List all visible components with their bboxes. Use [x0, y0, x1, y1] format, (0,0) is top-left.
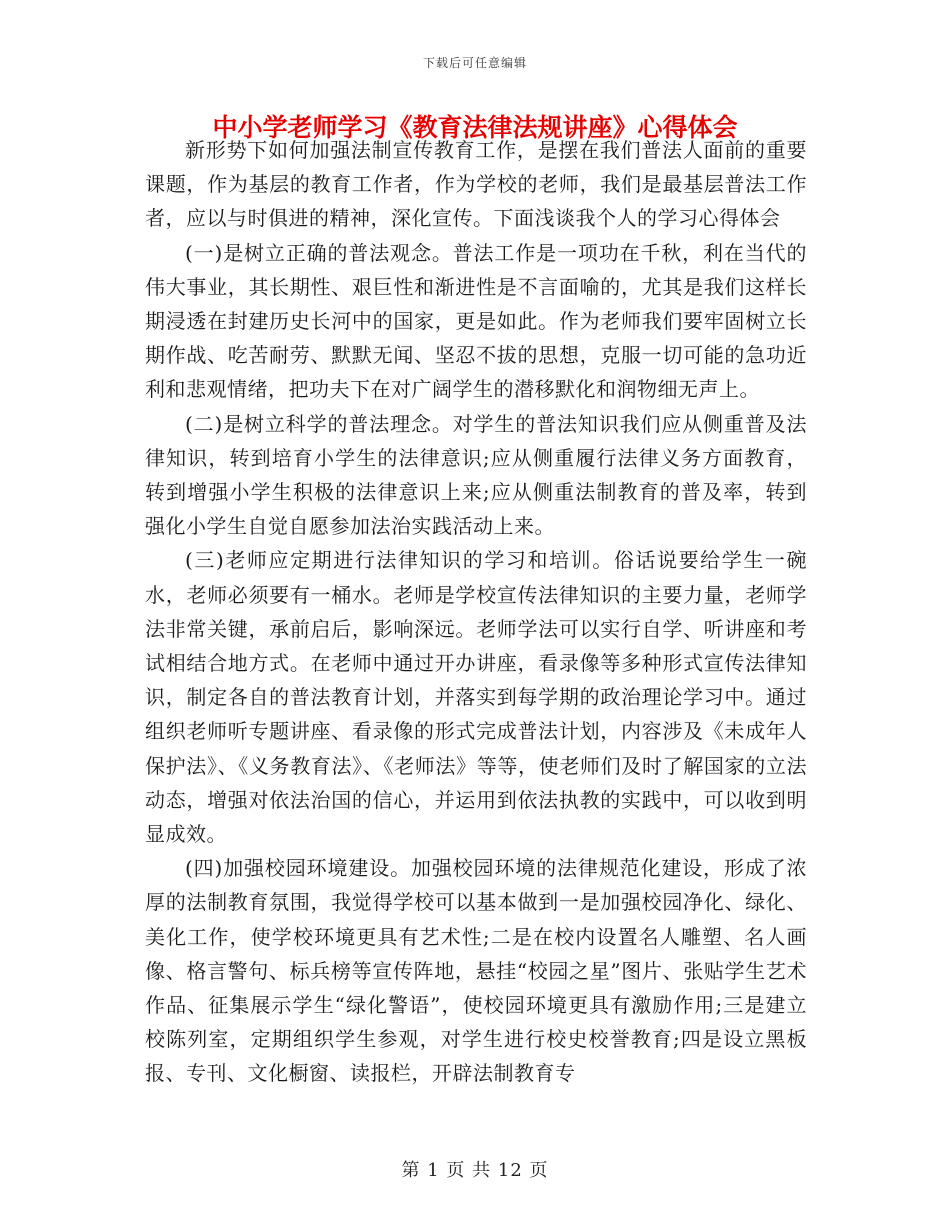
footer-prefix: 第	[401, 1160, 421, 1181]
footer-page-total: 12	[497, 1160, 523, 1181]
paragraph-intro: 新形势下如何加强法制宣传教育工作，是摆在我们普法人面前的重要课题，作为基层的教育工作者，作为学校的老师，我们是最基层普法工作者，应以与时俱进的精神，深化宣传。下面浅谈我个人的学习心得体会	[145, 138, 807, 231]
footer-page-number: 1	[427, 1160, 440, 1181]
paragraph-section-1: (一)是树立正确的普法观念。普法工作是一项功在千秋，利在当代的伟大事业，其长期性、艰巨性和渐进性是不言面喻的，尤其是我们这样长期浸透在封建历史长河中的国家，更是如此。作为老师我们要牢固树立长期作战、吃苦耐劳、默默无闻、坚忍不拔的思想，克服一切可能的急功近利和悲观情绪，把功夫下在对广阔学生的潜移默化和润物细无声上。	[145, 240, 807, 402]
footer-mid: 页 共	[446, 1160, 492, 1181]
paragraph-section-2: (二)是树立科学的普法理念。对学生的普法知识我们应从侧重普及法律知识，转到培育小学生的法律意识;应从侧重履行法律义务方面教育，转到增强小学生积极的法律意识上来;应从侧重法制教育的普及率，转到强化小学生自觉自愿参加法治实践活动上来。	[145, 411, 807, 539]
footer-suffix: 页	[529, 1160, 549, 1181]
paragraph-section-3: (三)老师应定期进行法律知识的学习和培训。俗话说要给学生一碗水，老师必须要有一桶水。老师是学校宣传法律知识的主要力量，老师学法非常关键，承前启后，影响深远。老师学法可以实行自学、听讲座和考试相结合地方式。在老师中通过开办讲座，看录像等多种形式宣传法律知识，制定各自的普法教育计划，并落实到每学期的政治理论学习中。通过组织老师听专题讲座、看录像的形式完成普法计划，内容涉及《未成年人保护法》、《义务教育法》、《老师法》等等，使老师们及时了解国家的立法动态，增强对依法治国的信心，并运用到依法执教的实践中，可以收到明显成效。	[145, 548, 807, 847]
paragraph-section-4: (四)加强校园环境建设。加强校园环境的法律规范化建设，形成了浓厚的法制教育氛围，我觉得学校可以基本做到一是加强校园净化、绿化、美化工作，使学校环境更具有艺术性;二是在校内设置名人雕塑、名人画像、格言警句、标兵榜等宣传阵地，悬挂“校园之星”图片、张贴学生艺术作品、征集展示学生“绿化警语”，使校园环境更具有激励作用;三是建立校陈列室，定期组织学生参观，对学生进行校史校誉教育;四是设立黑板报、专刊、文化橱窗、读报栏，开辟法制教育专	[145, 856, 807, 1086]
header-note: 下载后可任意编辑	[422, 56, 527, 70]
document-body	[145, 133, 807, 1091]
document-title: 中小学老师学习《教育法律法规讲座》心得体会	[212, 113, 738, 142]
page-footer	[0, 1156, 950, 1182]
